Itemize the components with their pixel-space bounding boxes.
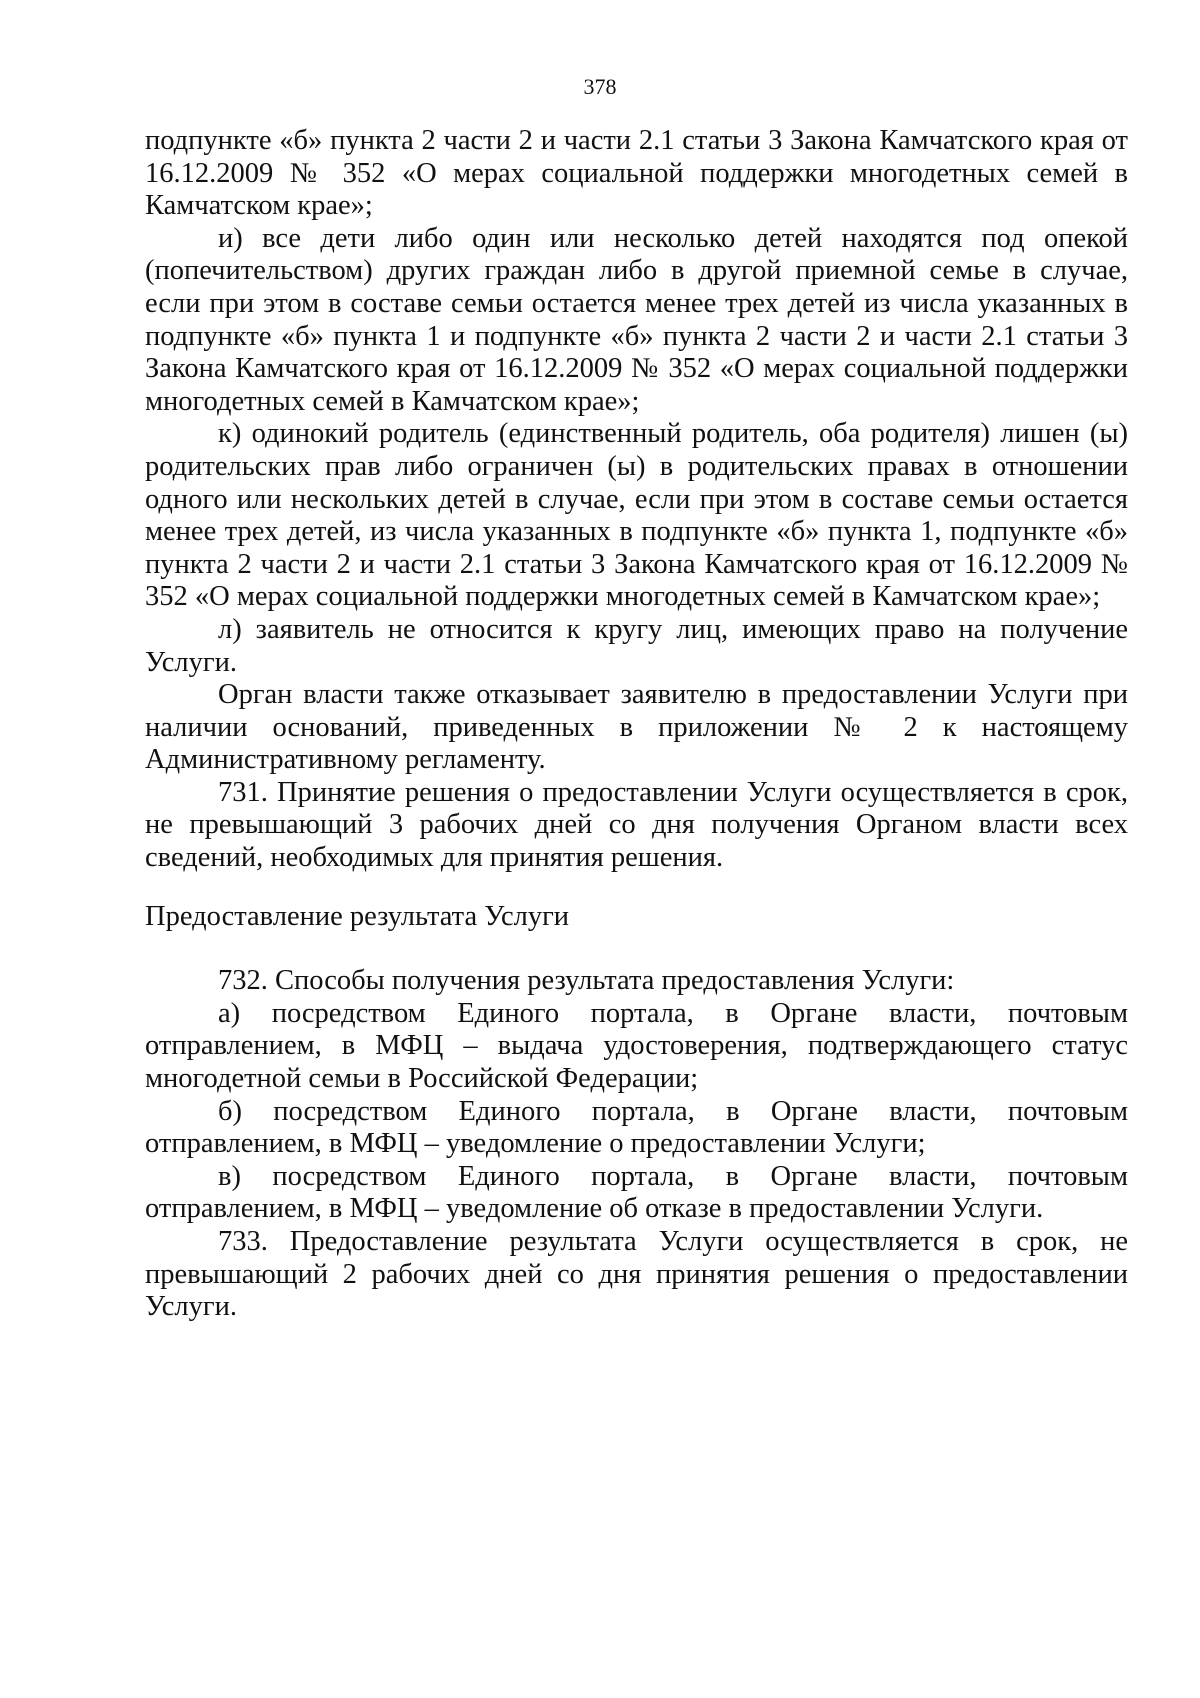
paragraph-refusal-grounds: Орган власти также отказывает заявителю в предоставлении Услуги при наличии оснований, приведенных в приложении № 2 к настоящему Административному регламенту. (145, 679, 1128, 776)
section-title: Предоставление результата Услуги (145, 900, 570, 932)
paragraph-733: 733. Предоставление результата Услуги осуществляется в срок, не превышающий 2 рабочих дней со дня принятия решения о предоставлении Услуги. (145, 1226, 1128, 1323)
paragraph-item-b: б) посредством Единого портала, в Органе власти, почтовым отправлением, в МФЦ – уведомление о предоставлении Услуги; (145, 1095, 1128, 1160)
paragraph-731: 731. Принятие решения о предоставлении Услуги осуществляется в срок, не превышающий 3 рабочих дней со дня получения Органом власти всех сведений, необходимых для принятия решения. (145, 776, 1128, 874)
paragraph-item-i: и) все дети либо один или несколько детей находятся под опекой (попечительством) других граждан либо в другой приемной семье в случае, если при этом в составе семьи остается менее трех детей из числа указанных в подпункте «б» пункта 1 и подпункте «б» пункта 2 части 2 и части 2.1 статьи 3 Закона Камчатского края от 16.12.2009 № 352 «О мерах социальной поддержки многодетных семей в Камчатском крае»; (145, 222, 1128, 417)
document-body (145, 125, 1128, 1324)
page-number: 378 (583, 74, 617, 99)
paragraph-item-v: в) посредством Единого портала, в Органе власти, почтовым отправлением, в МФЦ – уведомление об отказе в предоставлении Услуги. (145, 1160, 1128, 1225)
paragraph-continuation: подпункте «б» пункта 2 части 2 и части 2.1 статьи 3 Закона Камчатского края от 16.12.2009 № 352 «О мерах социальной поддержки многодетных семей в Камчатском крае»; (145, 125, 1128, 222)
paragraph-732: 732. Способы получения результата предоставления Услуги: (218, 965, 955, 997)
paragraph-item-a: а) посредством Единого портала, в Органе власти, почтовым отправлением, в МФЦ – выдача удостоверения, подтверждающего статус многодетной семьи в Российской Федерации; (145, 997, 1128, 1095)
paragraph-item-k: к) одинокий родитель (единственный родитель, оба родителя) лишен (ы) родительских прав либо ограничен (ы) в родительских правах в отношении одного или нескольких детей в случае, если при этом в составе семьи остается менее трех детей, из числа указанных в подпункте «б» пункта 1, подпункте «б» пункта 2 части 2 и части 2.1 статьи 3 Закона Камчатского края от 16.12.2009 № 352 «О мерах социальной поддержки многодетных семей в Камчатском крае»; (145, 418, 1128, 613)
paragraph-item-l: л) заявитель не относится к кругу лиц, имеющих право на получение Услуги. (145, 613, 1128, 678)
